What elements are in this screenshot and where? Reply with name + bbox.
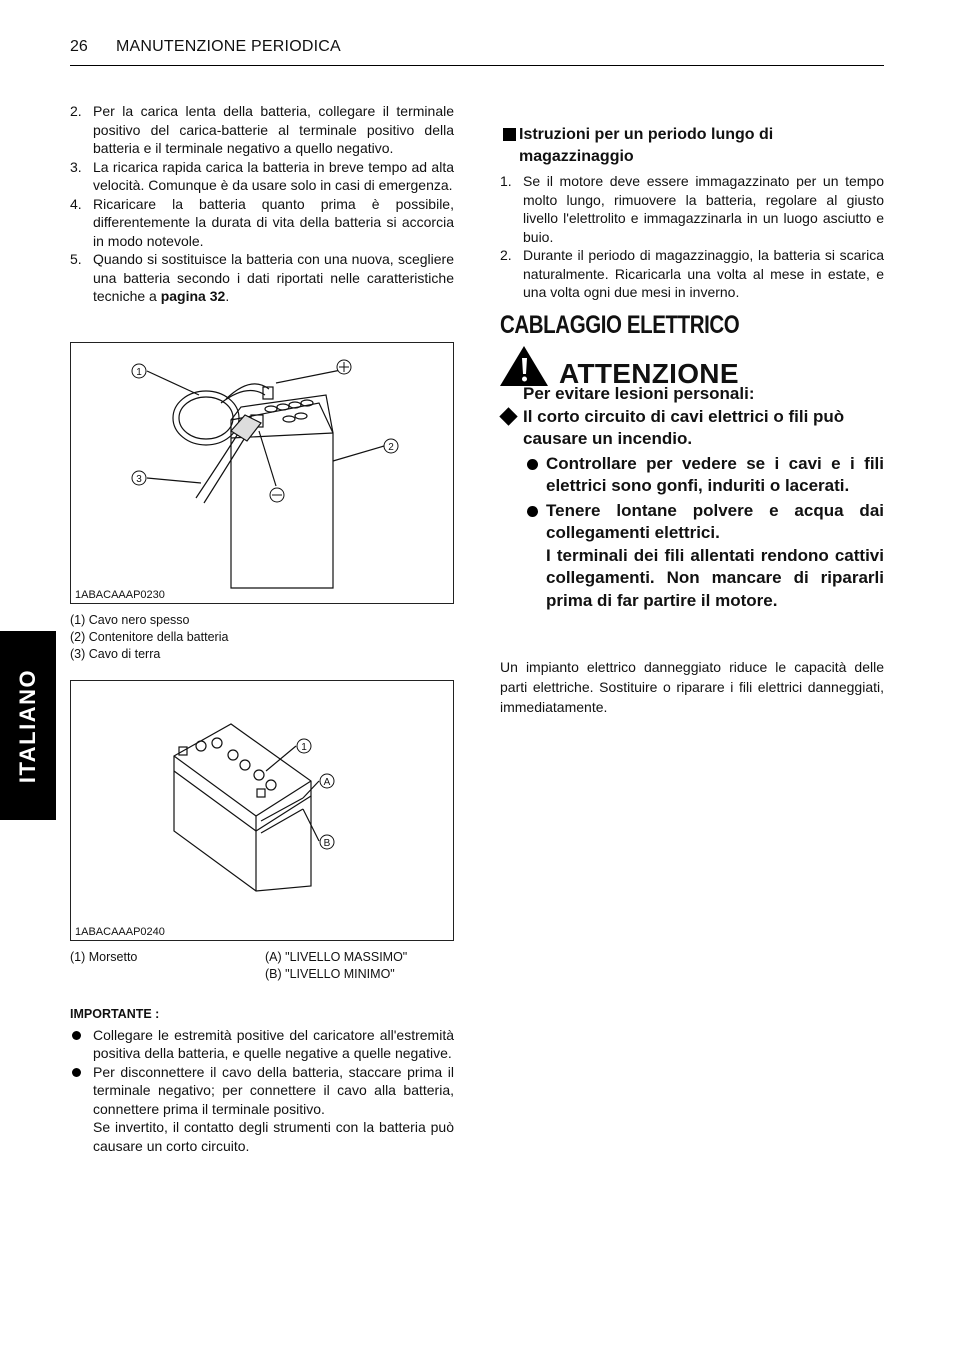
caption-right — [265, 949, 407, 983]
warning-triangle-icon — [500, 344, 550, 388]
callout-b-label: B — [323, 838, 331, 849]
page-number: 26 — [70, 38, 88, 55]
language-tab-label: ITALIANO — [15, 668, 40, 783]
page-reference: pagina 32 — [160, 288, 226, 304]
list-item: 4. Ricaricare la batteria quanto prima è possibile, differentemente la durata di vita della batteria si accorcia in modo notevole. — [70, 195, 454, 249]
language-tab — [0, 631, 56, 820]
list-item: 3. La ricarica rapida carica la batteria in breve tempo ad alta velocità. Comunque è da usare solo in casi di emergenza. — [70, 158, 454, 193]
list-item: Per disconnettere il cavo della batteria, staccare prima il terminale negativo; per connettere il cavo alla batteria, connettere prima il terminale positivo. Se invertito, il contatto degli strumenti con la batteria può causare un corto circuito. — [70, 1063, 454, 1156]
warning-intro: Per evitare lesioni personali: — [523, 384, 755, 403]
warning-point: Controllare per vedere se i cavi e i fili elettrici sono gonfi, induriti o lacerati. — [500, 453, 884, 498]
page-header — [70, 38, 884, 66]
callout-1-label: 1 — [136, 367, 142, 378]
list-item: 2. Per la carica lenta della batteria, collegare il terminale positivo del carica-batterie al terminale positivo della batteria e il terminale negativo a quello negativo. — [70, 103, 454, 156]
battery-level-illustration — [71, 681, 455, 942]
section-title: CABLAGGIO ELETTRICO — [500, 311, 740, 339]
callout-3-label: 3 — [136, 474, 142, 485]
storage-instructions — [500, 124, 884, 302]
important-title: IMPORTANTE : — [70, 1007, 160, 1021]
storage-heading: Istruzioni per un periodo lungo di magazzinaggio — [500, 124, 884, 168]
list-item: Collegare le estremità positive del caricatore all'estremità positiva della batteria, e quelle negative a quelle negative. — [70, 1026, 454, 1063]
callout-2-label: 2 — [388, 442, 394, 453]
storage-list — [500, 172, 884, 302]
list-item: 2. Durante il periodo di magazzinaggio, la batteria si scarica naturalmente. Ricaricarla una volta al mese in estate, e una volta ogni due mesi in inverno. — [500, 247, 884, 300]
caption-line: (A) "LIVELLO MASSIMO" — [265, 950, 408, 964]
diamond-bullet-icon — [499, 407, 517, 425]
body-paragraph: Un impianto elettrico danneggiato riduce le capacità delle parti elettriche. Sostituire o riparare i fili elettrici danneggiati, immediatamente. — [500, 659, 884, 715]
warning-title: ATTENZIONE — [559, 358, 739, 389]
callout-1-label: 1 — [301, 742, 307, 753]
caption-line: (1) Cavo nero spesso — [70, 613, 190, 627]
warning-main: Il corto circuito di cavi elettrici o fili può causare un incendio. — [500, 406, 884, 451]
battery-level-figure — [70, 680, 454, 941]
list-item: 1. Se il motore deve essere immagazzinato per un tempo molto lungo, rimuovere la batteria, regolare al giusto livello l'elettrolito e immagazzinarla in un luogo asciutto e buio. — [500, 173, 884, 245]
figure1-captions — [70, 612, 228, 663]
warning-header — [500, 344, 884, 388]
square-bullet-icon — [503, 128, 516, 141]
figure-code: 1ABACAAAP0230 — [75, 589, 165, 601]
caption-line: (1) Morsetto — [70, 950, 138, 964]
charging-instructions — [70, 102, 454, 306]
battery-cable-figure — [70, 342, 454, 604]
caption-line: (B) "LIVELLO MINIMO" — [265, 967, 395, 981]
charging-list — [70, 102, 454, 306]
chapter-title: MANUTENZIONE PERIODICA — [116, 38, 341, 55]
caption-line: (3) Cavo di terra — [70, 647, 161, 661]
caption-line: (2) Contenitore della batteria — [70, 630, 229, 644]
callout-a-label: A — [323, 777, 331, 788]
figure-code: 1ABACAAAP0240 — [75, 926, 165, 938]
warning-point: Tenere lontane polvere e acqua dai collegamenti elettrici. I terminali dei fili allentati rendono cattivi collegamenti. Non mancare di ripararli prima di far partire il motore. — [500, 500, 884, 613]
warning-body — [500, 383, 884, 612]
battery-cable-illustration — [71, 343, 455, 605]
important-list — [70, 1026, 454, 1156]
list-item: 5. Quando si sostituisce la batteria con una nuova, scegliere una batteria secondo i dati riportati nelle caratteristiche tecniche a pagina 32. — [70, 251, 454, 304]
important-notes — [70, 1005, 454, 1155]
